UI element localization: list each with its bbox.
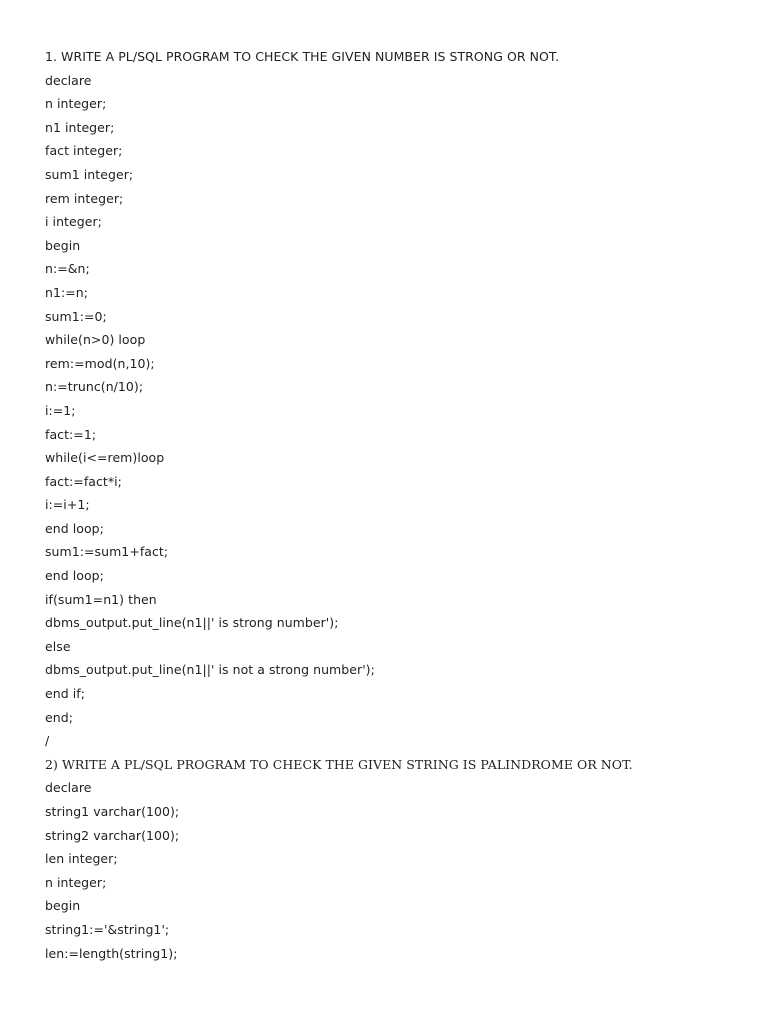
code-line: n1:=n; bbox=[45, 284, 88, 300]
question-heading: 2) WRITE A PL/SQL PROGRAM TO CHECK THE GIVEN STRING IS PALINDROME OR NOT. bbox=[45, 756, 633, 772]
code-line: sum1:=sum1+fact; bbox=[45, 544, 169, 560]
code-line: i:=1; bbox=[45, 402, 76, 418]
code-line: n:=trunc(n/10); bbox=[45, 379, 144, 395]
code-line: / bbox=[45, 733, 50, 749]
code-line: end loop; bbox=[45, 568, 104, 584]
code-line: begin bbox=[45, 898, 81, 914]
code-line: string2 varchar(100); bbox=[45, 827, 180, 843]
code-line: while(n>0) loop bbox=[45, 332, 146, 348]
code-line: fact:=1; bbox=[45, 426, 97, 442]
code-line: begin bbox=[45, 237, 81, 253]
code-line: n integer; bbox=[45, 874, 107, 890]
code-line: string1:='&string1'; bbox=[45, 921, 170, 937]
code-line: string1 varchar(100); bbox=[45, 804, 180, 819]
code-line: dbms_output.put_line(n1||' is strong number'); bbox=[45, 615, 339, 631]
code-line: n1 integer; bbox=[45, 119, 115, 135]
code-line: else bbox=[45, 638, 71, 654]
code-line: while(i<=rem)loop bbox=[45, 450, 165, 466]
code-line: n integer; bbox=[45, 96, 107, 112]
code-line: len:=length(string1); bbox=[45, 945, 178, 961]
code-line: end; bbox=[45, 709, 73, 725]
code-line: len integer; bbox=[45, 851, 118, 867]
code-line: sum1:=0; bbox=[45, 308, 107, 324]
code-line: i integer; bbox=[45, 214, 102, 230]
code-line: fact:=fact*i; bbox=[45, 473, 122, 489]
code-line: declare bbox=[45, 780, 92, 796]
code-line: i:=i+1; bbox=[45, 497, 90, 513]
document-page bbox=[45, 45, 745, 965]
code-line: end loop; bbox=[45, 520, 104, 536]
code-line: end if; bbox=[45, 686, 85, 702]
code-line: n:=&n; bbox=[45, 261, 90, 277]
code-line: dbms_output.put_line(n1||' is not a strong number'); bbox=[45, 662, 375, 678]
code-line: declare bbox=[45, 72, 92, 88]
code-line: sum1 integer; bbox=[45, 166, 134, 182]
question-heading: 1. WRITE A PL/SQL PROGRAM TO CHECK THE GIVEN NUMBER IS STRONG OR NOT. bbox=[45, 49, 560, 64]
code-line: rem integer; bbox=[45, 190, 124, 206]
code-line: rem:=mod(n,10); bbox=[45, 355, 155, 371]
code-line: if(sum1=n1) then bbox=[45, 591, 157, 607]
code-line: fact integer; bbox=[45, 143, 123, 159]
